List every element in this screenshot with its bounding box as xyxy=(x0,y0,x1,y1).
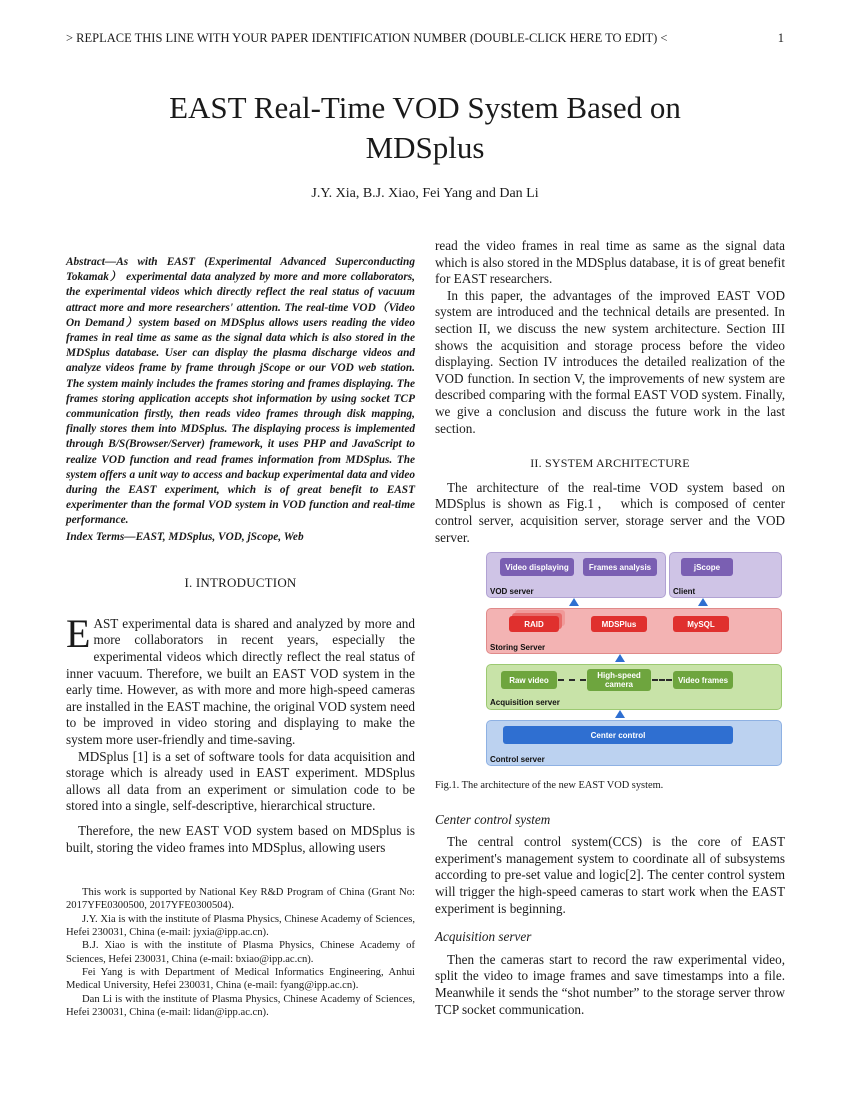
footnote: B.J. Xiao is with the institute of Plasma Physics, Chinese Academy of Sciences, Hefei 230031, China (e-mail: bxiao@ipp.ac.cn). xyxy=(66,940,415,965)
arrow-up-icon xyxy=(569,598,579,606)
left-column xyxy=(66,255,415,1019)
jscope-box: jScope xyxy=(681,558,733,576)
intro-paragraph-3: Therefore, the new EAST VOD system based on MDSplus is built, storing the video frames into MDSplus, allowing users xyxy=(66,822,415,855)
intro-paragraph-4: In this paper, the advantages of the improved EAST VOD system are introduced and the technical details are presented. In section II, we discuss the new system architecture. Section III shows the acquisition and storage process before the video displaying. Section IV introduces the detailed realization of the VOD function. In section V, the improvements of new system are described comparing with the formal EAST VOD system. Finally, we give a conclusion and discuss the future work in the last section. xyxy=(435,287,785,436)
vod-server-label: VOD server xyxy=(490,587,534,597)
figure-caption: Fig.1. The architecture of the new EAST VOD system. xyxy=(435,780,664,792)
running-header xyxy=(66,31,796,46)
footnote: J.Y. Xia is with the institute of Plasma Physics, Chinese Academy of Sciences, Hefei 230031, China (e-mail: jyxia@ipp.ac.cn). xyxy=(66,913,415,939)
architecture-paragraph: The architecture of the real-time VOD system based on MDSplus is shown as Fig.1， which is composed of center control server, acquisition server, storage server and the VOD server. xyxy=(435,479,785,545)
acquisition-paragraph: Then the cameras start to record the raw experimental video, split the video to image frames and save timestamps into a file. Meanwhile it sends the “shot number” to the storage server throw TCP socket communication. xyxy=(435,951,785,1017)
footnote: This work is supported by National Key R&D Program of China (Grant No: 2017YFE0300500, 2017YFE0300504). xyxy=(66,887,415,912)
footnotes xyxy=(66,886,415,1019)
drop-cap: E xyxy=(66,610,91,656)
footnote: Dan Li is with the institute of Plasma Physics, Chinese Academy of Sciences, Hefei 230031, China (e-mail: lidan@ipp.ac.cn). xyxy=(66,993,415,1018)
paper-title xyxy=(0,88,850,168)
arrow-up-icon xyxy=(615,654,625,662)
acquisition-server-label: Acquisition server xyxy=(490,698,560,708)
author-list: J.Y. Xia, B.J. Xiao, Fei Yang and Dan Li xyxy=(311,186,539,201)
high-speed-camera-box: High-speed camera xyxy=(587,669,651,691)
dashed-link xyxy=(558,679,586,681)
footnote: Fei Yang is with Department of Medical Informatics Engineering, Anhui Medical University, Hefei 230031, China (e-mail: fyang@ipp.ac.cn). xyxy=(66,966,415,992)
architecture-figure xyxy=(435,552,785,774)
running-head-text: > REPLACE THIS LINE WITH YOUR PAPER IDENTIFICATION NUMBER (DOUBLE-CLICK HERE TO EDIT) < xyxy=(66,31,668,45)
intro-paragraph-2: MDSplus [1] is a set of software tools for data acquisition and storage which is already used in EAST experiment. MDSplus allows all data from an experiment or simulation code to be stored into a single, self-descriptive, hierarchical structure. xyxy=(66,748,415,814)
page-number: 1 xyxy=(777,31,784,45)
right-column xyxy=(435,238,785,1018)
subsection-heading: Center control system xyxy=(435,811,551,827)
intro-paragraph-1: EAST experimental data is shared and analyzed by more and more collaborators in recent years, especially the experimental videos which directly reflect the real status of inner vacuum. Therefore, we built an EAST VOD system in the early time. However, as with more and more high-speed cameras are installed in the EAST machine, the original VOD system need to be improved in video storing and displaying to make the system more user-friendly and time-saving. xyxy=(66,610,415,747)
control-server-label: Control server xyxy=(490,755,545,765)
storing-server-label: Storing Server xyxy=(490,643,546,653)
raid-box: RAID xyxy=(509,616,559,632)
title-line-1: EAST Real-Time VOD System Based on xyxy=(169,90,681,125)
dashed-link xyxy=(652,679,672,681)
title-line-2: MDSplus xyxy=(365,130,485,165)
frames-analysis-box: Frames analysis xyxy=(583,558,657,576)
arrow-up-icon xyxy=(698,598,708,606)
video-displaying-box: Video displaying xyxy=(500,558,574,576)
raw-video-box: Raw video xyxy=(501,671,557,689)
section-1-heading: I. INTRODUCTION xyxy=(184,575,297,591)
intro-continuation: read the video frames in real time as same as the signal data which is also stored in the MDSplus database, it is of great benefit for EAST researchers. xyxy=(435,238,785,287)
section-2-heading: II. SYSTEM ARCHITECTURE xyxy=(530,456,690,471)
arrow-up-icon xyxy=(615,710,625,718)
mdsplus-box: MDSPlus xyxy=(591,616,647,632)
subsection-heading: Acquisition server xyxy=(435,929,532,945)
video-frames-box: Video frames xyxy=(673,671,733,689)
mysql-box: MySQL xyxy=(673,616,729,632)
client-label: Client xyxy=(673,587,696,597)
ccs-paragraph: The central control system(CCS) is the core of EAST experiment's management system to coordinate all of subsystems according to pre-set value and logic[2]. The center control system will trigger the high-speed cameras to start work when the EAST experiment is beginning. xyxy=(435,834,785,916)
center-control-box: Center control xyxy=(503,726,733,744)
abstract: Abstract—As with EAST (Experimental Advanced Superconducting Tokamak） experimental data analyzed by more and more collaborators, the experimental videos which directly reflect the real status of vacuum attract more and more researchers' attention. The real-time VOD（Video On Demand）system based on MDSplus allows users reading the video frames in real time as same as the signal data which is also stored in the MDSplus database. User can display the plasma discharge videos and analyze videos frame by frame through jScope or our VOD web station. The system mainly includes the frames storing and frames displaying. The frames storing application accepts shot information by using socket TCP communication firstly, then reads video frames through disk mapping, finally stores them into MDSplus. The displaying process is implemented through B/S(Browser/Server) framework, it uses PHP and JavaScript to realize VOD function and read frames information from MDSplus. The system offers a unit way to access and backup experimental data and video during the EAST experiment, which is of great benefit to EAST experimenter than the formal VOD system in VOD function and real-time performance. xyxy=(66,256,415,527)
index-terms: Index Terms—EAST, MDSplus, VOD, jScope, Web xyxy=(66,530,304,543)
